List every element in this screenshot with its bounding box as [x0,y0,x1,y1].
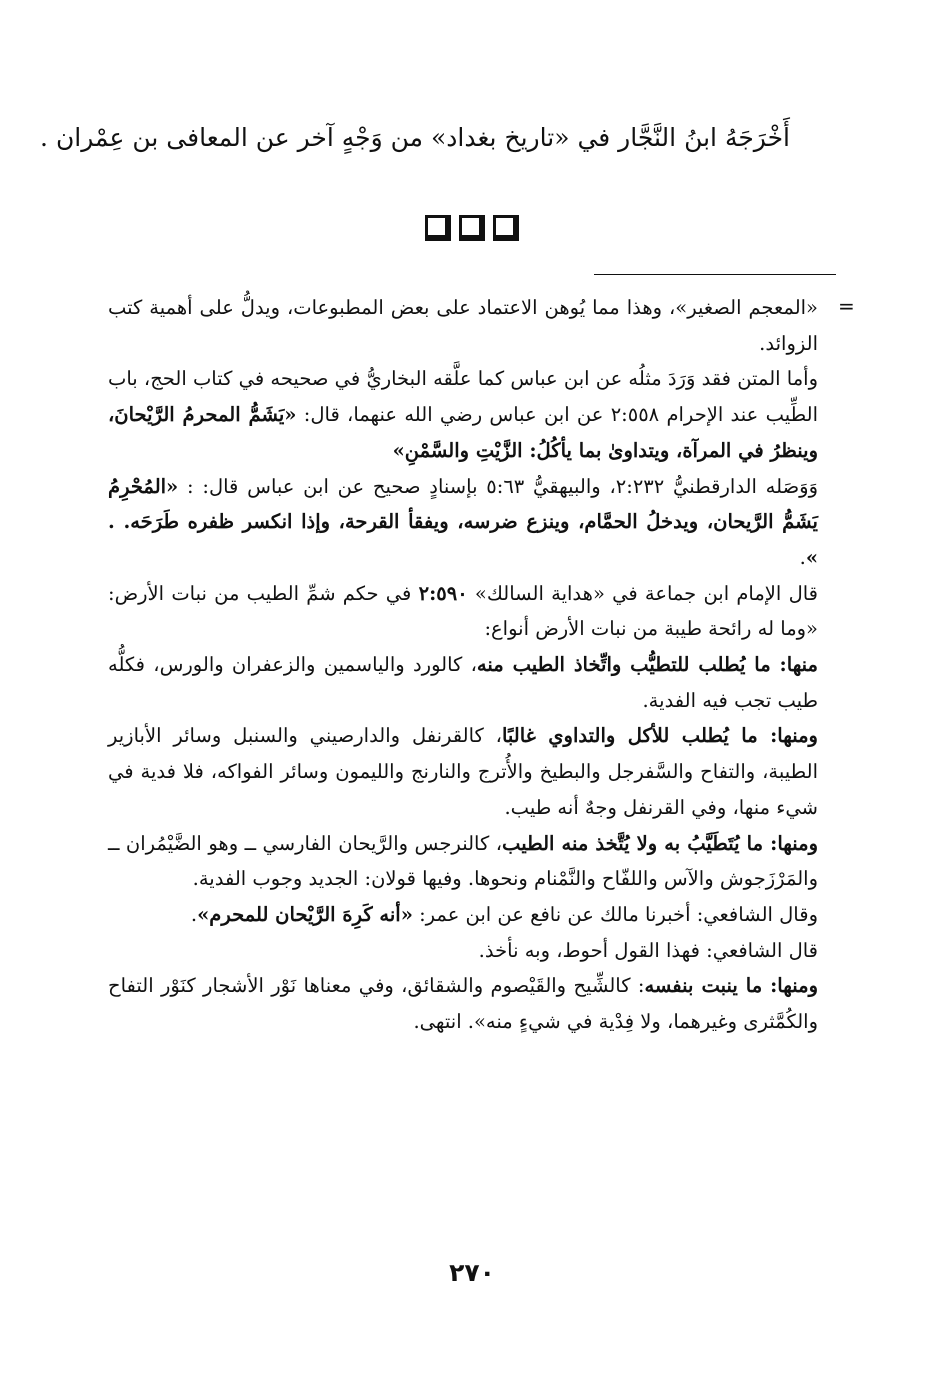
footnote-lead: منها: [770,653,819,677]
footnote-paragraph [108,576,818,647]
footnote-lead: ومنها: [762,974,818,998]
footnotes-block [108,290,818,1040]
footnote-text: ، كالنرجس والرَّيحان الفارسي ــ وهو الضَّيْمُران ــ والمَرْزَجوش والآس واللفّاح والنَّمْنام ونحوها. وفيها قولان: الجديد وجوب الفدية. [108,831,818,891]
category-heading: ما ينبت بنفسه [644,974,763,998]
footnote-lead: ومنها: [757,724,818,748]
separator-box-icon [425,215,451,241]
footnote-text: وَوَصَله الدارقطنيُّ ٢:٢٣٢، والبيهقيُّ ٥:٦٣ بإسنادٍ صحيح عن ابن عباس قال: : [178,474,818,498]
hadith-quote: «المُحْرِمُ يَشَمُّ الرَّيحان، ويدخلُ الحمَّام، وينزع ضرسه، ويفقأ القرحة، وإذا انكسر ظفره طَرَحَه. . » [108,474,818,569]
hadith-quote: «أنه كَرِهَ الرَّيْحان للمحرم» [197,902,413,926]
category-heading: ما يُتَطَيَّبُ به ولا يُتَّخذ منه الطيب [502,831,764,855]
footnote-text: في حكم شمِّ الطيب من نبات الأرض: «وما له رائحة طيبة من نبات الأرض أنواع: [108,581,818,641]
footnote-continuation-mark: = [838,294,855,318]
category-heading: ما يُطلب للتطيُّب واتِّخاذ الطيب منه [476,653,771,677]
footnote-text: ، كالقرنفل والدارصيني والسنبل وسائر الأبازير الطيبة، والتفاح والسَّفرجل والبطيخ والأُترج والنارنج والليمون وسائر الفواكه، فلا فدية في شيء منها، وفي القرنفل وجهٌ أنه طيب. [108,724,819,819]
footnote-paragraph: قال الشافعي: فهذا القول أحوط، وبه نأخذ. [478,938,818,962]
separator-box-icon [459,215,485,241]
footnote-paragraph [108,968,818,1039]
footnote-text: قال الإمام ابن جماعة في «هداية السالك» [467,581,818,605]
footnote-paragraph [108,469,818,576]
footnote-paragraph [108,897,818,933]
footnote-text: . [799,545,806,569]
footnote-paragraph [108,826,818,897]
main-text-line: أَخْرَجَهُ ابنُ النَّجَّار في «تاريخ بغداد» من وَجْهٍ آخر عن المعافى بن عِمْران . [40,123,790,152]
footnote-paragraph [108,647,818,718]
footnote-lead: ومنها: [763,831,818,855]
page-number: ٢٧٠ [449,1258,495,1287]
footnote-text: وقال الشافعي: أخبرنا مالك عن نافع عن ابن عمر: [412,902,818,926]
separator-box-icon [493,215,519,241]
category-heading: ما يُطلب للأكل والتداوي غالبًا [501,724,758,748]
footnote-divider [594,274,836,275]
footnote-text: ، كالورد والياسمين والزعفران والورس، فكلُّه طيب تجب فيه الفدية. [108,653,818,712]
footnote-text: : كالشِّيح والقَيْصوم والشقائق، وفي معناها نَوْر الأشجار كنَوْر التفاح والكُمَّثرى وغيرهما، ولا فِدْية في شيءٍ منه». انتهى. [108,974,818,1034]
footnote-paragraph: «المعجم الصغير»، وهذا مما يُوهن الاعتماد على بعض المطبوعات، ويدلُّ على أهمية كتب الزوائد. [108,296,818,355]
footnote-paragraph [108,718,818,825]
section-separator-ornament [0,215,944,241]
footnote-text: وأما المتن فقد وَرَدَ مثلُه عن ابن عباس كما علَّقه البخاريُّ في صحيحه في كتاب الحج، باب الطِّيب عند الإحرام ٢:٥٥٨ عن ابن عباس رضي الله عنهما، قال: [108,367,818,427]
footnote-text: . [190,902,198,926]
footnote-paragraph [108,361,818,468]
volume-page-reference: ٢:٥٩٠ [418,581,468,605]
hadith-quote: «يَشَمُّ المحرمُ الرَّيْحانَ، وينظرُ في المرآة، ويتداوىٰ بما يأكُلُ: الزَّيْتِ والسَّمْنِ» [108,403,818,462]
